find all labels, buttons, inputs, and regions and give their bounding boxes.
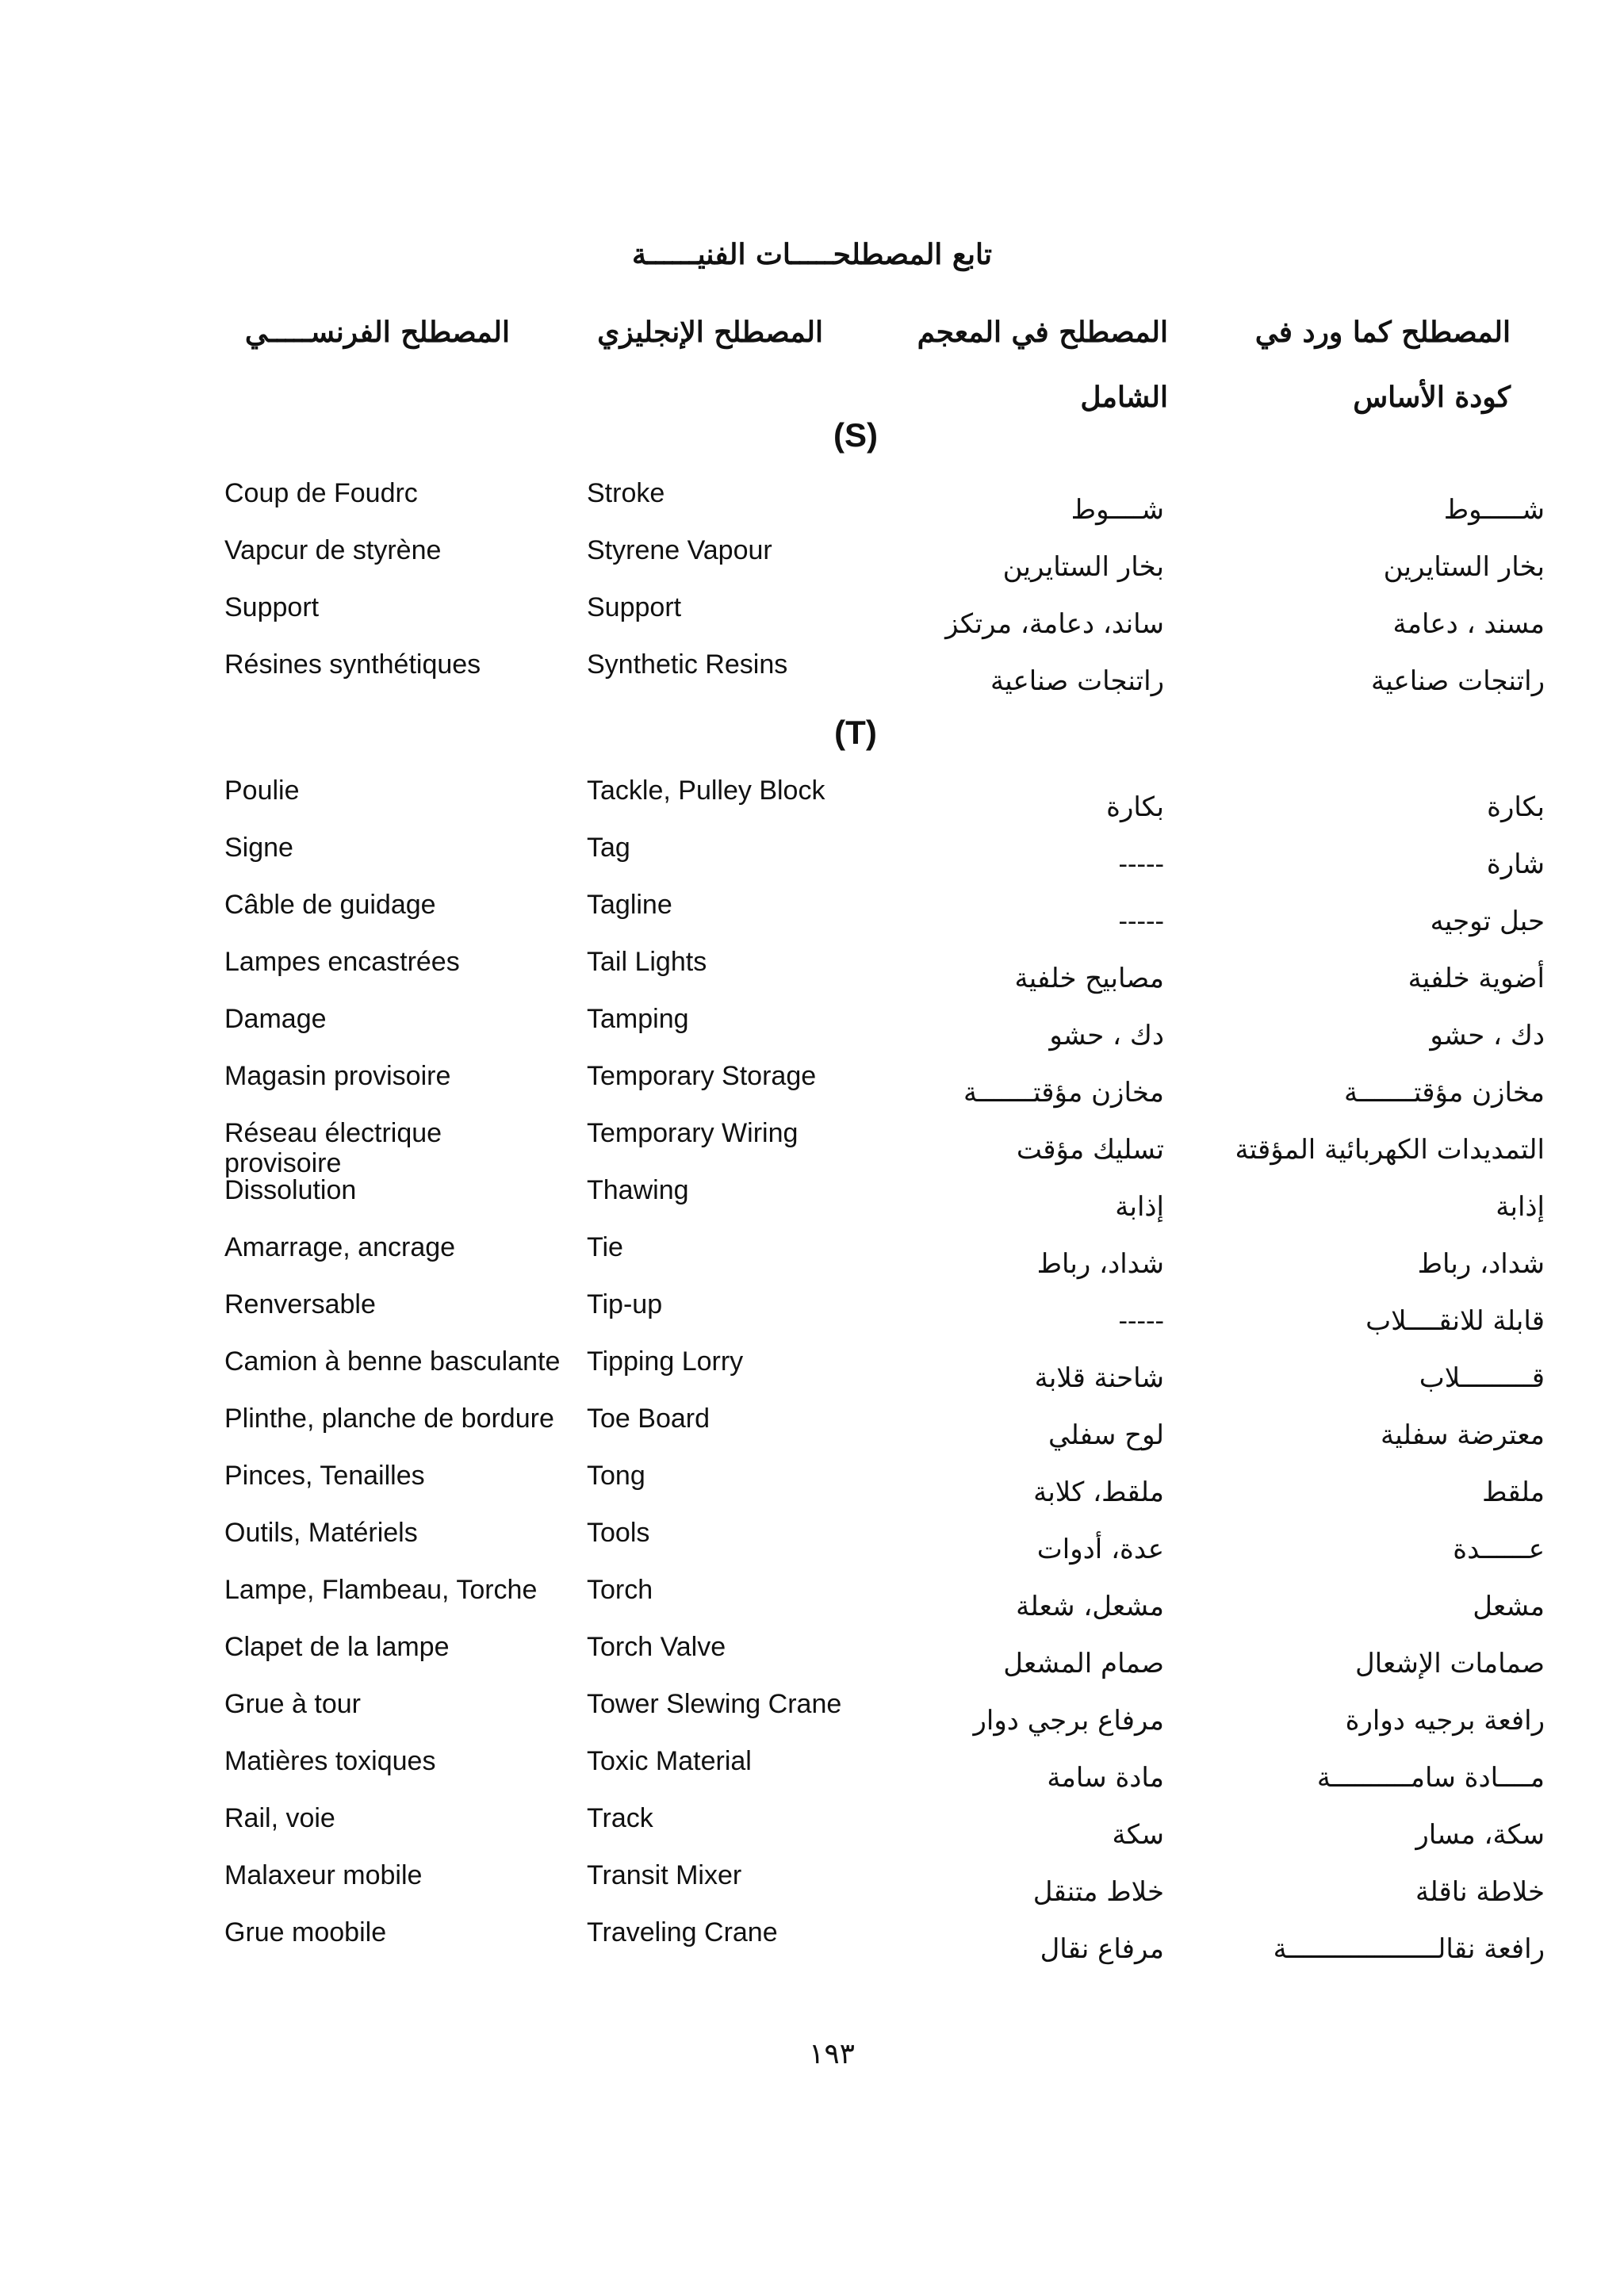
french-term: Lampe, Flambeau, Torche [224, 1575, 538, 1605]
header-dictionary-term: المصطلح في المعجم الشامل [917, 316, 1168, 414]
term-row [0, 947, 1624, 1004]
english-term: Torch Valve [587, 1632, 726, 1662]
french-term: Vapcur de styrène [224, 535, 442, 565]
page-number: ١٩٣ [808, 2038, 855, 2070]
code-term: مــــادة سامــــــــــة [1316, 1762, 1545, 1794]
term-row [0, 1004, 1624, 1061]
dictionary-term: مرفاع برجي دوار [973, 1705, 1164, 1737]
term-row [0, 649, 1624, 707]
english-term: Tie [587, 1232, 623, 1262]
english-term: Toxic Material [587, 1746, 752, 1776]
english-term: Tagline [587, 890, 672, 920]
english-term: Support [587, 592, 682, 622]
dictionary-term: بخار الستايرين [1002, 551, 1164, 583]
french-term: Renversable [224, 1289, 376, 1319]
english-term: Stroke [587, 478, 665, 508]
term-row [0, 592, 1624, 649]
english-term: Traveling Crane [587, 1917, 778, 1947]
dictionary-term: ----- [1118, 848, 1164, 880]
english-term: Torch [587, 1575, 653, 1605]
french-term: Support [224, 592, 320, 622]
english-term: Tower Slewing Crane [587, 1689, 842, 1719]
term-row [0, 1061, 1624, 1118]
french-term: Outils, Matériels [224, 1518, 418, 1548]
french-term: Signe [224, 833, 293, 863]
term-row [0, 1346, 1624, 1404]
french-term: Grue moobile [224, 1917, 387, 1947]
code-term: بخار الستايرين [1383, 551, 1545, 583]
code-term: رافعة نقالـــــــــــــــــــة [1273, 1933, 1545, 1965]
header-french-term: المصطلح الفرنســـــي [244, 316, 510, 349]
code-term: خلاطة ناقلة [1415, 1876, 1545, 1908]
term-row [0, 1803, 1624, 1860]
column-headers [0, 300, 1624, 414]
french-term: Rail, voie [224, 1803, 335, 1833]
french-term: Damage [224, 1004, 327, 1034]
code-term: صمامات الإشعال [1354, 1648, 1545, 1679]
header-code-term: المصطلح كما ورد في كودة الأساس [1254, 316, 1511, 414]
code-term: بكارة [1487, 791, 1545, 823]
term-row [0, 1632, 1624, 1689]
english-term: Track [587, 1803, 653, 1833]
french-term: Camion à benne basculante [224, 1346, 561, 1377]
term-row [0, 1860, 1624, 1917]
french-term: Magasin provisoire [224, 1061, 451, 1091]
french-term: Matières toxiques [224, 1746, 436, 1776]
french-term: Câble de guidage [224, 890, 436, 920]
english-term: Tong [587, 1461, 645, 1491]
term-row [0, 833, 1624, 890]
code-term: سكة، مسار [1415, 1819, 1545, 1851]
french-term: Dissolution [224, 1175, 357, 1205]
french-term: Clapet de la lampe [224, 1632, 450, 1662]
code-term: مخازن مؤقتـــــــة [1344, 1077, 1545, 1109]
term-row [0, 1289, 1624, 1346]
code-term: قـــــــــلاب [1419, 1362, 1545, 1394]
code-term: قابلة للانقــــلاب [1365, 1305, 1545, 1337]
english-term: Tail Lights [587, 947, 707, 977]
dictionary-term: بكارة [1106, 791, 1164, 823]
code-term: عــــــدة [1453, 1534, 1545, 1565]
term-row [0, 1575, 1624, 1632]
code-term: أضوية خلفية [1408, 963, 1545, 994]
french-term: Coup de Foudrc [224, 478, 418, 508]
english-term: Tip-up [587, 1289, 663, 1319]
term-row [0, 1404, 1624, 1461]
french-term: Amarrage, ancrage [224, 1232, 456, 1262]
english-term: Tools [587, 1518, 650, 1548]
english-term: Synthetic Resins [587, 649, 788, 680]
dictionary-term: ملقط، كلابة [1033, 1476, 1164, 1508]
code-term: معترضة سفلية [1381, 1419, 1545, 1451]
code-term: حبل توجيه [1430, 906, 1545, 937]
english-term: Temporary Wiring [587, 1118, 799, 1148]
code-term: مشعل [1473, 1591, 1545, 1622]
code-term: شـــــوط [1443, 494, 1545, 526]
dictionary-term: إذابة [1115, 1191, 1164, 1223]
code-term: رافعة برجيه دوارة [1345, 1705, 1545, 1737]
term-row [0, 776, 1624, 833]
dictionary-term: مرفاع نقال [1040, 1933, 1164, 1965]
dictionary-term: سكة [1112, 1819, 1164, 1851]
french-term: Réseau électrique provisoire [224, 1118, 442, 1178]
header-english-term: المصطلح الإنجليزي [597, 316, 823, 349]
french-term: Résines synthétiques [224, 649, 481, 680]
english-term: Toe Board [587, 1404, 710, 1434]
dictionary-term: شاحنة قلابة [1034, 1362, 1164, 1394]
dictionary-term: مادة سامة [1047, 1762, 1164, 1794]
dictionary-term: دك ، حشو [1049, 1020, 1164, 1051]
term-row [0, 1461, 1624, 1518]
term-row [0, 478, 1624, 535]
dictionary-term: شــــوط [1071, 494, 1164, 526]
term-row [0, 1118, 1624, 1178]
dictionary-term: مصابيح خلفية [1014, 963, 1164, 994]
term-row [0, 1175, 1624, 1232]
section-s-rows [0, 478, 1624, 707]
term-row [0, 890, 1624, 947]
french-term: Pinces, Tenailles [224, 1461, 425, 1491]
code-term: التمديدات الكهربائية المؤقتة [1235, 1134, 1545, 1166]
french-term: Lampes encastrées [224, 947, 460, 977]
dictionary-term: مخازن مؤقتـــــــة [963, 1077, 1164, 1109]
french-term: Grue à tour [224, 1689, 361, 1719]
english-term: Transit Mixer [587, 1860, 742, 1890]
section-t-rows [0, 776, 1624, 1974]
dictionary-term: شداد، رباط [1036, 1248, 1164, 1280]
english-term: Tackle, Pulley Block [587, 776, 825, 806]
french-term: Plinthe, planche de bordure [224, 1404, 554, 1434]
code-term: دك ، حشو [1430, 1020, 1545, 1051]
dictionary-term: راتنجات صناعية [990, 665, 1164, 697]
french-term: Malaxeur mobile [224, 1860, 423, 1890]
dictionary-term: ----- [1118, 906, 1164, 937]
dictionary-term: عدة، أدوات [1036, 1534, 1164, 1565]
dictionary-term: تسليك مؤقت [1016, 1134, 1164, 1166]
dictionary-term: ----- [1118, 1305, 1164, 1337]
english-term: Styrene Vapour [587, 535, 772, 565]
french-term: Poulie [224, 776, 300, 806]
term-row [0, 1689, 1624, 1746]
english-term: Tipping Lorry [587, 1346, 744, 1377]
code-term: مسند ، دعامة [1392, 608, 1545, 640]
page-title: تابع المصطلحـــــات الفنيــــــة [631, 238, 992, 271]
term-row [0, 535, 1624, 592]
section-letter-s: (S) [833, 416, 878, 454]
english-term: Tag [587, 833, 630, 863]
dictionary-term: مشعل، شعلة [1016, 1591, 1164, 1622]
code-term: شارة [1486, 848, 1545, 880]
code-term: راتنجات صناعية [1371, 665, 1545, 697]
english-term: Thawing [587, 1175, 689, 1205]
term-row [0, 1232, 1624, 1289]
term-row [0, 1518, 1624, 1575]
code-term: إذابة [1496, 1191, 1545, 1223]
term-row [0, 1917, 1624, 1974]
code-term: ملقط [1482, 1476, 1545, 1508]
dictionary-term: صمام المشعل [1003, 1648, 1164, 1679]
english-term: Tamping [587, 1004, 689, 1034]
english-term: Temporary Storage [587, 1061, 817, 1091]
code-term: شداد، رباط [1417, 1248, 1545, 1280]
dictionary-term: ساند، دعامة، مرتكز [945, 608, 1164, 640]
section-letter-t: (T) [834, 714, 877, 751]
dictionary-term: خلاط متنقل [1032, 1876, 1164, 1908]
dictionary-term: لوح سفلي [1048, 1419, 1164, 1451]
term-row [0, 1746, 1624, 1803]
